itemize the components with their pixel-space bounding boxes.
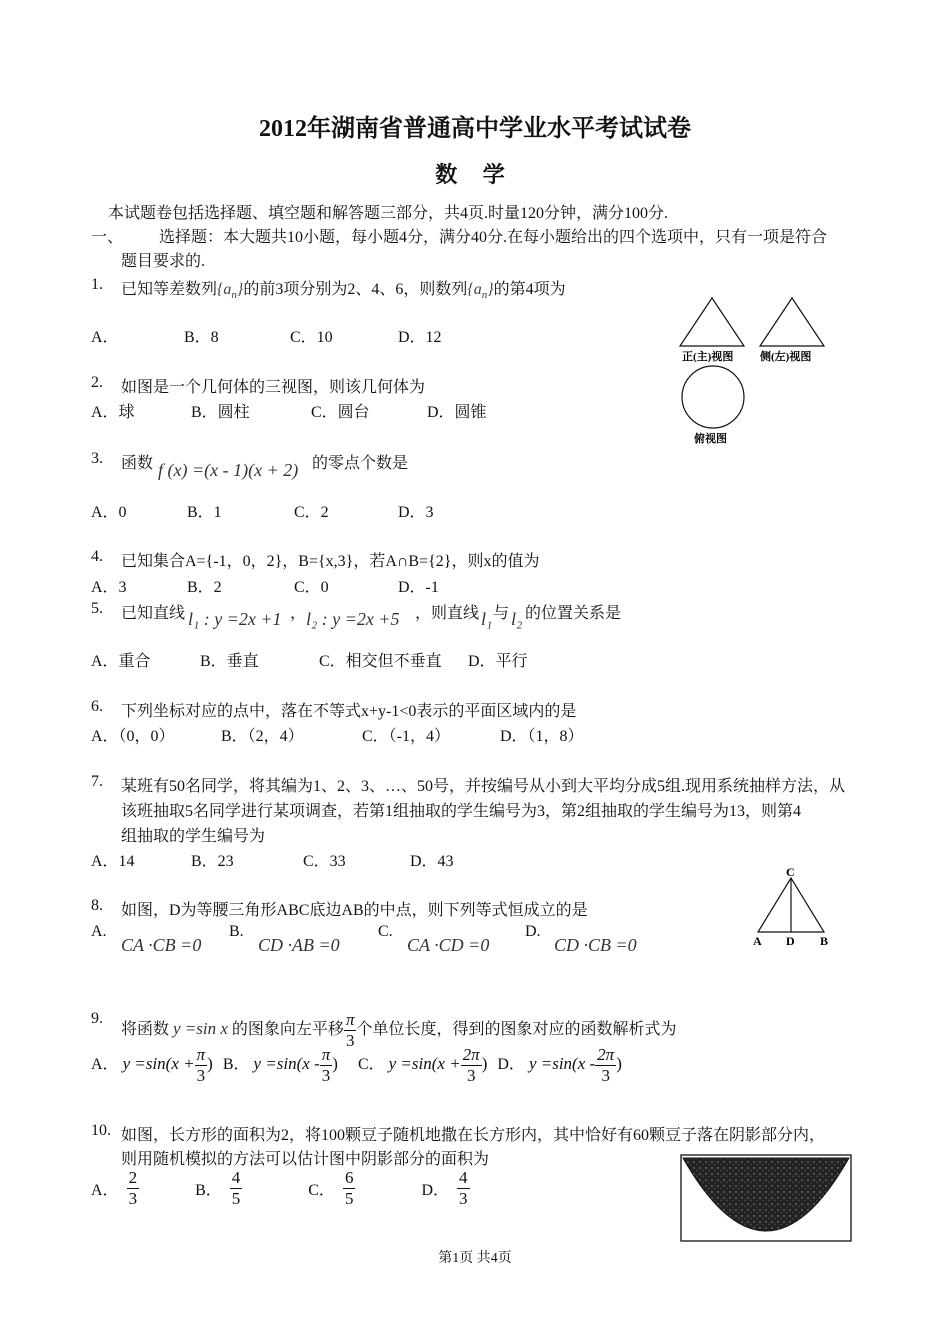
q6-number: 6.	[91, 698, 103, 715]
q9-option-c-num: 2π	[462, 1045, 480, 1064]
q9-option-b-frac	[320, 1045, 333, 1086]
isosceles-triangle-figure	[748, 864, 838, 950]
q9-shift-den: 3	[345, 1031, 355, 1050]
q7-option-c: C．33	[303, 853, 346, 870]
q10-option-b-num: 4	[231, 1168, 241, 1187]
q9-text-a: 将函数	[121, 1021, 170, 1039]
top-view-circle	[682, 366, 744, 428]
q8-option-d-expr: CD ·CB =0	[554, 935, 637, 955]
q7-number: 7.	[91, 773, 103, 790]
q10-option-b-den: 5	[231, 1189, 241, 1208]
q1-option-b: B．8	[184, 329, 219, 346]
q9-option-c-letter: C．	[357, 1056, 385, 1074]
q2-option-b: B．圆柱	[191, 404, 250, 421]
q1-number: 1.	[91, 276, 103, 293]
q9-text-b: 的图象向左平移	[231, 1021, 344, 1039]
q10-option-d-frac	[457, 1168, 470, 1209]
vertex-c-label: C	[786, 865, 795, 879]
q10-option-a-den: 3	[128, 1189, 138, 1208]
q8-stem: 如图，D为等腰三角形ABC底边AB的中点，则下列等式恒成立的是	[121, 902, 588, 919]
q10-option-a-frac	[127, 1168, 140, 1209]
q7-option-b: B．23	[191, 853, 234, 870]
q9-option-a-close: )	[207, 1054, 213, 1074]
q5-option-b: B．垂直	[200, 653, 259, 670]
q4-stem: 已知集合A={-1，0，2}，B={x,3}，若A∩B={2}，则x的值为	[121, 553, 540, 570]
vertex-b-label: B	[820, 934, 829, 948]
q10-option-c-frac	[343, 1168, 356, 1209]
section1-instructions: 选择题：本大题共10小题，每小题4分，满分40分.在每小题给出的四个选项中，只有一项是符合	[159, 229, 828, 246]
q1-seq2-a: {a	[467, 281, 482, 298]
q3-option-c: C．2	[294, 504, 329, 521]
q6-option-c: C．（-1，4）	[362, 728, 451, 745]
q2-option-c: C．圆台	[311, 404, 370, 421]
q9-option-b-letter: B．	[222, 1056, 250, 1074]
q8-option-b-letter: B.	[229, 923, 244, 940]
q9-option-d-close: )	[616, 1054, 622, 1074]
q4-option-a: A．3	[91, 579, 127, 596]
q2-option-d: D．圆锥	[427, 404, 487, 421]
q4-option-c: C．0	[294, 579, 329, 596]
q10-option-c-den: 5	[344, 1189, 354, 1208]
q9-option-c-close: )	[481, 1054, 488, 1074]
q8-option-c-letter: C.	[378, 923, 393, 940]
q10-stem-line2: 则用随机模拟的方法可以估计图中阴影部分的面积为	[121, 1151, 490, 1168]
q10-options-row	[91, 1168, 470, 1209]
q2-stem: 如图是一个几何体的三视图，则该几何体为	[121, 379, 426, 396]
q7-option-d: D．43	[410, 853, 454, 870]
q9-option-c-den: 3	[466, 1066, 476, 1085]
q9-option-d-num: 2π	[597, 1045, 615, 1064]
rectangle-shaded-figure	[680, 1154, 852, 1242]
section1-instructions-cont: 题目要求的.	[121, 253, 206, 270]
q1-option-d: D．12	[398, 329, 442, 346]
q8-option-a-expr: CA ·CB =0	[121, 935, 202, 955]
q7-option-a: A．14	[91, 853, 135, 870]
q7-stem-line1: 某班有50名同学，将其编为1、2、3、…、50号，并按编号从小到大平均分成5组.现用系统抽样方法，从	[121, 778, 846, 795]
q5-option-c: C．相交但不垂直	[319, 653, 442, 670]
q10-option-a-num: 2	[128, 1168, 138, 1187]
q5-l1-symbol: l₁	[481, 609, 493, 629]
q8-option-d-letter: D.	[525, 923, 541, 940]
q3-option-b: B．1	[187, 504, 222, 521]
q5-option-d: D．平行	[468, 653, 528, 670]
point-d-label: D	[786, 934, 795, 948]
q6-option-a: A．（0，0）	[91, 728, 175, 745]
q4-number: 4.	[91, 548, 103, 565]
q10-option-c-letter: C．	[308, 1182, 335, 1199]
q5-text-b: ，则直线	[415, 605, 480, 622]
three-view-figure	[672, 292, 832, 452]
q9-option-a-num: π	[196, 1045, 206, 1064]
q10-option-d-letter: D．	[421, 1182, 449, 1199]
q2-option-a: A．球	[91, 404, 135, 421]
q4-option-d: D．-1	[398, 579, 439, 596]
q9-option-c-pre: y =sin(x +	[388, 1054, 461, 1074]
q6-option-b: B．（2，4）	[221, 728, 304, 745]
q5-option-a: A．重合	[91, 653, 151, 670]
front-view-label: 正(主)视图	[682, 351, 734, 363]
q1-seq	[217, 281, 244, 302]
q10-option-d-den: 3	[459, 1189, 468, 1208]
side-view-triangle	[760, 298, 824, 346]
q1-stem	[121, 276, 566, 301]
q5-l2-symbol: l₂	[511, 609, 523, 629]
q8-number: 8.	[91, 897, 103, 914]
q9-option-d-frac	[595, 1045, 616, 1086]
q9-option-a-frac	[195, 1045, 208, 1086]
q3-option-d: D．3	[398, 504, 434, 521]
q9-option-a-den: 3	[196, 1066, 206, 1085]
page-title: 2012年湖南省普通高中学业水平考试试卷	[259, 116, 691, 142]
q9-option-b-close: )	[332, 1054, 338, 1074]
q10-option-a-letter: A．	[91, 1182, 119, 1199]
q6-option-d: D．（1，8）	[500, 728, 584, 745]
q1-option-a: A．	[91, 329, 119, 346]
q1-seq-sub: n	[231, 289, 237, 302]
q4-option-b: B．2	[187, 579, 222, 596]
q8-option-c-expr: CA ·CD =0	[407, 935, 490, 955]
vertex-a-label: A	[753, 934, 762, 948]
q9-options-row	[91, 1045, 622, 1086]
q5-text-a: 已知直线	[121, 605, 186, 622]
q3-function-expr: f (x) =(x - 1)(x + 2)	[158, 460, 299, 480]
q2-number: 2.	[91, 374, 103, 391]
top-view-label: 俯视图	[694, 433, 727, 445]
q1-seq-a: {a	[217, 281, 232, 298]
q6-stem: 下列坐标对应的点中，落在不等式x+y-1<0表示的平面区域内的是	[121, 703, 577, 720]
q5-number: 5.	[91, 600, 103, 617]
q9-option-d-pre: y =sin(x -	[528, 1054, 596, 1074]
intro-text: 本试题卷包括选择题、填空题和解答题三部分，共4页.时量120分钟，满分100分.	[108, 205, 669, 222]
q3-text-a: 函数	[121, 455, 154, 472]
q9-option-b-num: π	[321, 1045, 331, 1064]
q1-seq-end: }	[236, 281, 244, 298]
q8-option-b-expr: CD ·AB =0	[258, 935, 340, 955]
page-footer: 第1页 共4页	[438, 1251, 512, 1266]
subject-heading: 数 学	[435, 162, 515, 187]
q9-option-c-frac	[461, 1045, 482, 1086]
q7-stem-line3: 组抽取的学生编号为	[121, 828, 266, 845]
q3-number: 3.	[91, 450, 103, 467]
q9-shift-num: π	[345, 1010, 355, 1029]
q9-option-d-den: 3	[601, 1066, 610, 1085]
front-view-triangle	[680, 298, 744, 346]
q5-line2-expr: l₂ : y =2x +5	[306, 609, 400, 629]
q9-option-d-letter: D．	[497, 1056, 525, 1074]
q9-text-c: 个单位长度，得到的图象对应的函数解析式为	[356, 1021, 677, 1039]
q10-option-c-num: 6	[344, 1168, 354, 1187]
q9-expr: y =sin x	[173, 1019, 228, 1039]
q1-option-c: C．10	[290, 329, 333, 346]
side-view-label: 侧(左)视图	[760, 351, 812, 363]
section1-number: 一、	[91, 229, 124, 246]
q9-option-a-letter: A．	[91, 1056, 119, 1074]
q5-comma: ，	[290, 605, 307, 622]
q10-number: 10.	[91, 1122, 111, 1139]
q1-text-c: 的第4项为	[493, 281, 566, 298]
q9-option-a-pre: y =sin(x +	[122, 1054, 195, 1074]
q1-seq2	[467, 281, 494, 302]
q7-stem-line2: 该班抽取5名同学进行某项调查，若第1组抽取的学生编号为3，第2组抽取的学生编号为13，则第4	[121, 803, 802, 820]
q10-option-b-letter: B．	[195, 1182, 222, 1199]
q10-option-d-num: 4	[459, 1168, 468, 1187]
q9-option-b-pre: y =sin(x -	[253, 1054, 320, 1074]
q5-text-d: 的位置关系是	[525, 605, 622, 622]
q5-text-c: 与	[493, 605, 510, 622]
q1-seq2-sub: n	[481, 289, 488, 302]
q3-option-a: A．0	[91, 504, 127, 521]
q1-text-a: 已知等差数列	[121, 281, 218, 298]
q8-option-a-letter: A.	[91, 923, 107, 940]
q1-seq2-end: }	[487, 281, 494, 298]
q9-number: 9.	[91, 1010, 103, 1027]
q10-stem-line1: 如图，长方形的面积为2，将100颗豆子随机地撒在长方形内，其中恰好有60颗豆子落在阴影部分内，	[121, 1127, 826, 1144]
q10-option-b-frac	[230, 1168, 243, 1209]
q9-option-b-den: 3	[321, 1066, 331, 1085]
q1-text-b: 的前3项分别为2、4、6，则数列	[243, 281, 468, 298]
q3-text-b: 的零点个数是	[312, 455, 409, 472]
q5-line1-expr: l₁ : y =2x +1	[188, 609, 282, 629]
